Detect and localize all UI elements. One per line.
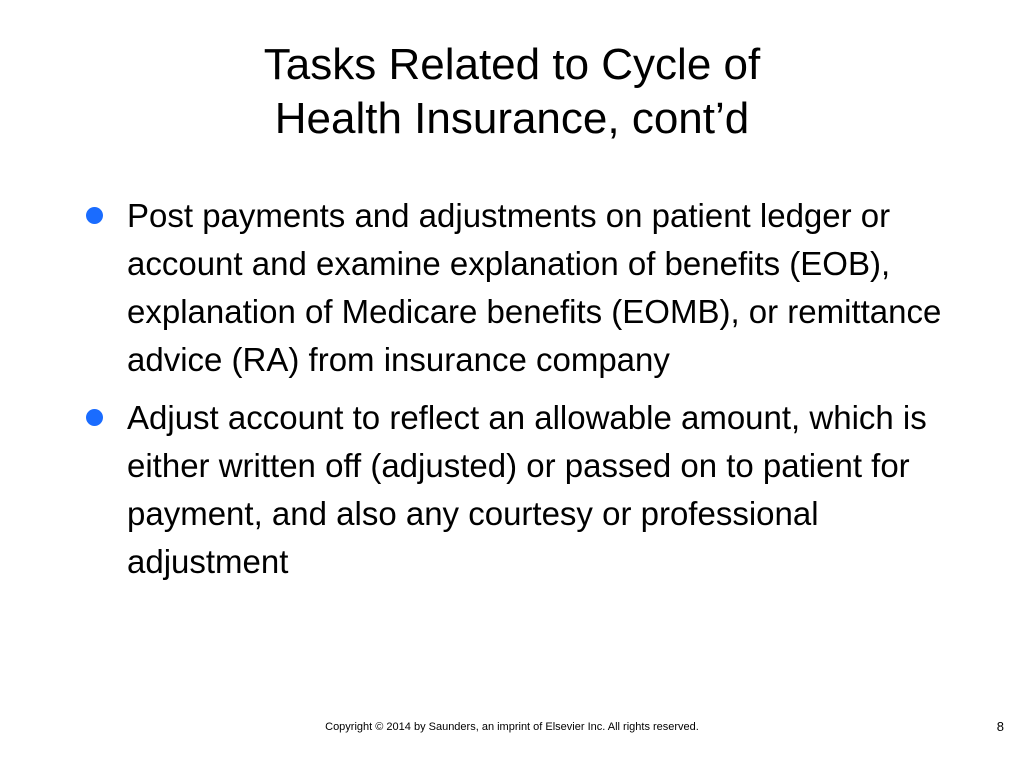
bullet-text: Post payments and adjustments on patient ledger or account and examine explanation of benefits (EOB), explanation of Medicare benefits (EOMB), or remittance advice (RA) from insurance company <box>127 197 942 378</box>
bullet-circle-icon <box>86 207 103 224</box>
page-number: 8 <box>996 719 1004 734</box>
slide-title-line-2: Health Insurance, cont’d <box>274 94 750 143</box>
bullet-circle-icon <box>86 409 103 426</box>
bullet-item <box>86 394 946 586</box>
bullet-text: Adjust account to reflect an allowable amount, which is either written off (adjusted) or passed on to patient for payment, and also any courtesy or professional adjustment <box>127 399 927 580</box>
slide-title-line-1: Tasks Related to Cycle of <box>263 40 761 89</box>
bullet-item <box>86 192 946 384</box>
slide-title <box>0 38 1024 146</box>
bullet-list <box>86 192 946 596</box>
footer-copyright: Copyright © 2014 by Saunders, an imprint of Elsevier Inc. All rights reserved. <box>325 721 699 733</box>
